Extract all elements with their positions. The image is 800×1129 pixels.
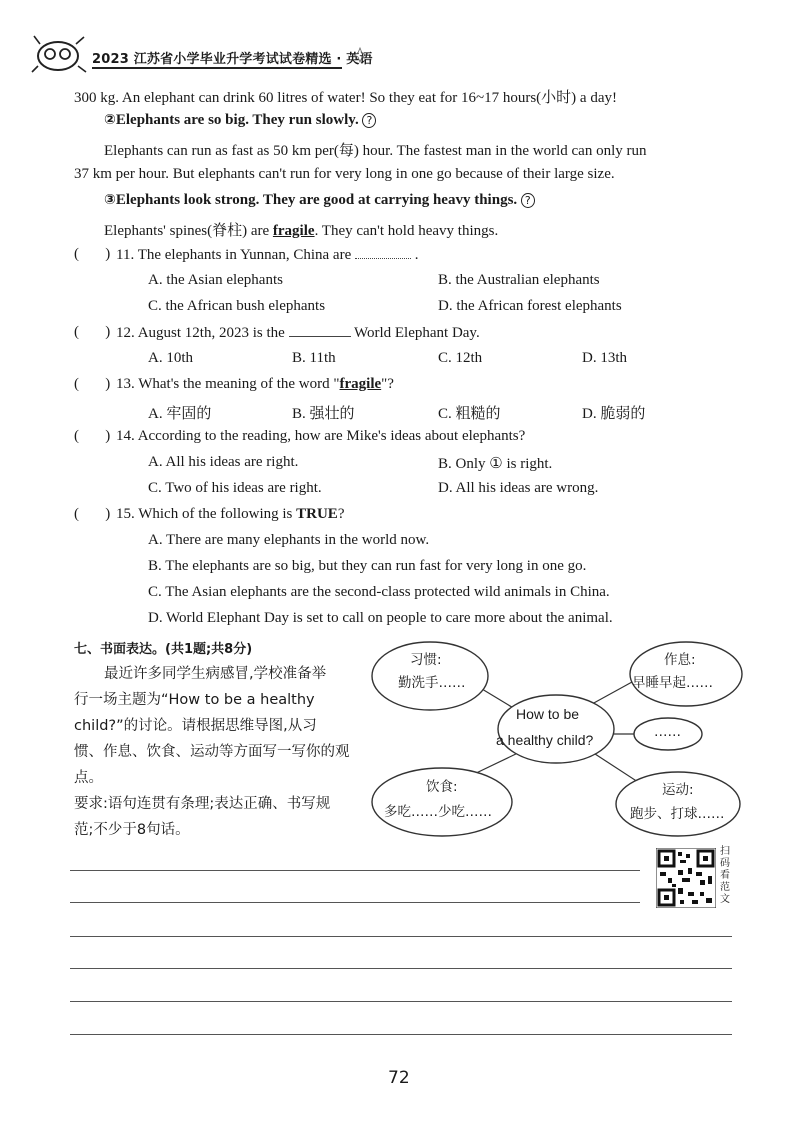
mindmap-sport-label: 运动: (662, 782, 694, 798)
owl-logo-icon (30, 34, 90, 74)
q12-stem-end: World Elephant Day. (350, 325, 480, 341)
q12-number: 12 (116, 325, 131, 341)
writing-line-2[interactable] (70, 902, 640, 903)
header-title: 2023 江苏省小学毕业升学考试试卷精选 · 英语 (92, 52, 373, 67)
writing-prompt-line-1: 最近许多同学生病感冒,学校准备举 (104, 666, 327, 682)
mindmap-sport-text: 跑步、打球…… (630, 806, 725, 822)
page-number: 72 (388, 1068, 410, 1088)
q11-option-c[interactable]: C. the African bush elephants (148, 298, 326, 314)
q12-blank (289, 324, 351, 337)
q15-stem-end: ? (337, 506, 345, 522)
q15-option-b[interactable]: B. The elephants are so big, but they can run fast for very long in one go. (148, 558, 587, 574)
writing-line-5[interactable] (70, 1001, 732, 1002)
q15-number: 15 (116, 506, 131, 522)
q15-stem: 15. Which of the following is TRUE? (116, 506, 345, 522)
q15-answer-bracket[interactable]: ( ) (74, 506, 111, 522)
q14-option-b[interactable]: B. Only ① is right. (438, 456, 553, 472)
idea-3-heading (104, 192, 535, 209)
writing-line-6[interactable] (70, 1034, 732, 1035)
mindmap-rest-label: 作息: (664, 652, 696, 668)
q12-stem-text: August 12th, 2023 is the (137, 325, 289, 341)
header-underline (92, 67, 342, 69)
writing-prompt-line-5: 点。 (74, 770, 103, 786)
q13-option-c[interactable]: C. 粗糙的 (438, 406, 501, 422)
q13-stem: 13. What's the meaning of the word "fragile"? (116, 376, 394, 392)
writing-prompt-line-4: 惯、作息、饮食、运动等方面写一写你的观 (74, 744, 350, 760)
mindmap-rest-text: 早睡早起…… (632, 675, 713, 691)
mindmap-diet-text: 多吃……少吃…… (384, 804, 492, 820)
q12-option-d[interactable]: D. 13th (582, 350, 627, 366)
q13-stem-text: What's the meaning of the word " (138, 376, 340, 392)
q13-option-d[interactable]: D. 脆弱的 (582, 406, 646, 422)
fragile-word: fragile (272, 223, 315, 239)
q15-option-d[interactable]: D. World Elephant Day is set to call on people to care more about the animal. (148, 610, 613, 626)
passage-3-post: . They can't hold heavy things. (314, 223, 499, 239)
mindmap-habit-label: 习惯: (410, 652, 442, 668)
q11-option-a[interactable]: A. the Asian elephants (148, 272, 283, 288)
mindmap-center-line-2: a healthy child? (496, 732, 594, 748)
qr-caption: 扫码看范文 (720, 846, 730, 905)
passage-2-line-2: 37 km per hour. But elephants can't run for very long in one go because of their large size. (74, 166, 615, 182)
q14-stem-text: According to the reading, how are Mike's ideas about elephants? (137, 428, 526, 444)
idea-3-text: Elephants look strong. They are good at carrying heavy things. (115, 192, 518, 208)
q11-stem: 11. The elephants in Yunnan, China are . (116, 247, 419, 263)
idea-2-question-mark: ? (362, 113, 376, 128)
mindmap-habit-text: 勤洗手…… (398, 675, 466, 691)
q14-option-d[interactable]: D. All his ideas are wrong. (438, 480, 599, 496)
mindmap-center-line-1: How to be (516, 706, 580, 722)
q13-fragile-word: fragile (339, 376, 382, 392)
writing-prompt-line-2: 行一场主题为“How to be a healthy (74, 692, 315, 708)
q13-option-a[interactable]: A. 牢固的 (148, 406, 212, 422)
q12-option-a[interactable]: A. 10th (148, 350, 193, 366)
q11-answer-bracket[interactable]: ( ) (74, 246, 111, 262)
q13-option-b[interactable]: B. 强壮的 (292, 406, 355, 422)
q12-stem: 12. August 12th, 2023 is the World Elephant Day. (116, 325, 480, 341)
writing-prompt-line-3: child?”的讨论。请根据思维导图,从习 (74, 718, 317, 734)
q11-option-b[interactable]: B. the Australian elephants (438, 272, 600, 288)
passage-2-line-1: Elephants can run as fast as 50 km per(每) hour. The fastest man in the world can only run (104, 143, 647, 159)
writing-requirement-line-1: 要求:语句连贯有条理;表达正确、书写规 (74, 796, 331, 812)
writing-section-title: 七、书面表达。(共1题;共8分) (74, 642, 253, 657)
q14-answer-bracket[interactable]: ( ) (74, 428, 111, 444)
q15-option-a[interactable]: A. There are many elephants in the world now. (148, 532, 430, 548)
q12-answer-bracket[interactable]: ( ) (74, 324, 111, 340)
q11-option-d[interactable]: D. the African forest elephants (438, 298, 622, 314)
idea-2-heading (104, 112, 376, 129)
passage-3-line (104, 219, 498, 240)
writing-line-1[interactable] (70, 870, 640, 871)
mindmap-diet-label: 饮食: (426, 779, 458, 795)
q13-answer-bracket[interactable]: ( ) (74, 376, 111, 392)
q14-number: 14 (116, 428, 131, 444)
mindmap-more-text: …… (654, 724, 681, 740)
q15-stem-text: Which of the following is (138, 506, 297, 522)
decorative-sparkle-icon (346, 40, 376, 70)
q14-option-a[interactable]: A. All his ideas are right. (148, 454, 299, 470)
passage-line-1: 300 kg. An elephant can drink 60 litres of water! So they eat for 16~17 hours(小时) a day! (74, 90, 617, 106)
idea-2-text: Elephants are so big. They run slowly. (115, 112, 359, 128)
writing-requirement-line-2: 范;不少于8句话。 (74, 822, 190, 838)
idea-3-question-mark: ? (521, 193, 535, 208)
idea-3-number: ③ (104, 192, 116, 208)
q12-option-c[interactable]: C. 12th (438, 350, 483, 366)
q13-number: 13 (116, 376, 131, 392)
writing-line-3[interactable] (70, 936, 732, 937)
qr-code-icon[interactable] (656, 848, 716, 908)
q15-option-c[interactable]: C. The Asian elephants are the second-class protected wild animals in China. (148, 584, 610, 600)
idea-2-number: ② (104, 112, 116, 128)
q14-option-c[interactable]: C. Two of his ideas are right. (148, 480, 322, 496)
q11-stem-text: The elephants in Yunnan, China are (137, 247, 355, 263)
q11-stem-end: . (414, 247, 419, 263)
q11-number: 11 (116, 247, 131, 263)
q13-stem-end: "? (381, 376, 394, 392)
writing-line-4[interactable] (70, 968, 732, 969)
passage-3-pre: Elephants' spines(脊柱) are (104, 223, 273, 239)
q14-stem: 14. According to the reading, how are Mike's ideas about elephants? (116, 428, 526, 444)
q11-blank (355, 246, 411, 259)
q12-option-b[interactable]: B. 11th (292, 350, 336, 366)
q15-true-word: TRUE (296, 506, 338, 522)
